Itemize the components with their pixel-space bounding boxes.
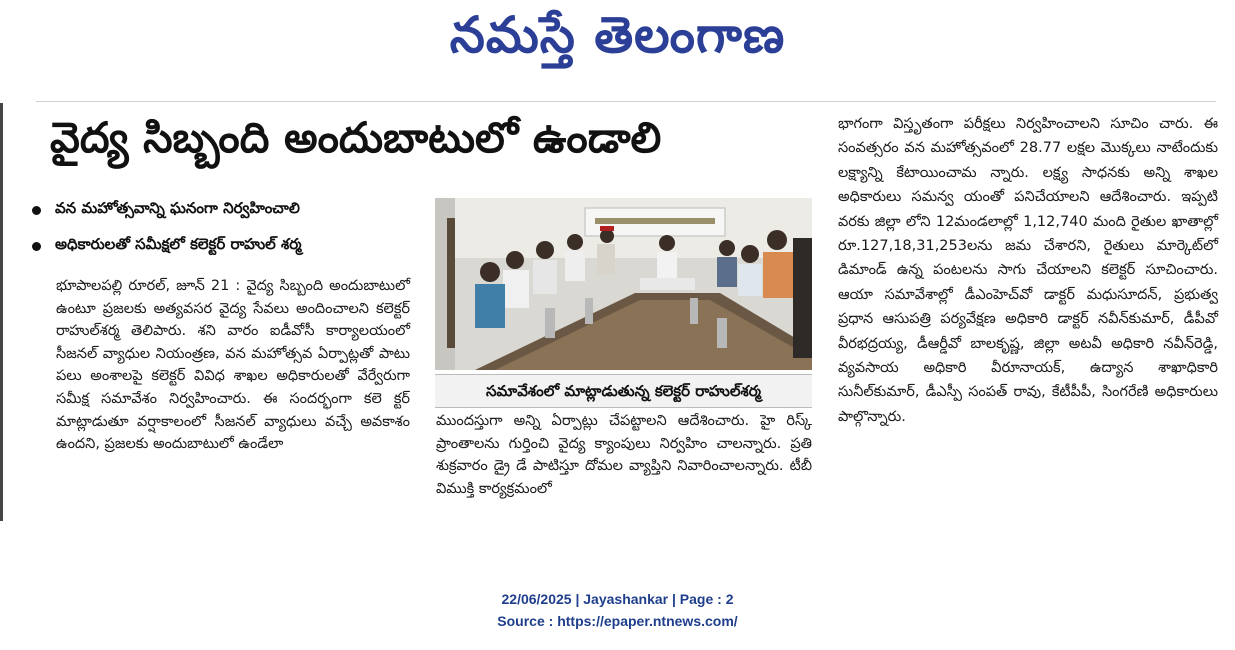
meeting-photo-image	[435, 198, 812, 370]
page-footer	[0, 588, 1235, 632]
highlight-item	[32, 228, 422, 264]
highlight-text: అధికారులతో సమీక్షలో కలెక్టర్ రాహుల్ శర్మ	[55, 235, 302, 253]
footer-date-edition: 22/06/2025 | Jayashankar | Page : 2	[501, 591, 734, 607]
footer-source-link[interactable]: Source : https://epaper.ntnews.com/	[497, 613, 738, 629]
masthead	[0, 0, 1235, 80]
highlight-text: వన మహోత్సవాన్ని ఘనంగా నిర్వహించాలి	[55, 199, 300, 217]
header-divider	[36, 101, 1216, 102]
article-column-middle: ముందస్తుగా అన్ని ఏర్పాట్లు చేపట్టాలని ఆదేశించారు. హై రిస్క్ ప్రాంతాలను గుర్తించి వైద్య క్యాంపులు నిర్వహిం చాలన్నారు. ప్రతి శుక్రవారం డ్రై డే పాటిస్తూ దోమల వ్యాప్తిని నివారించాలన్నారు. టీబీ విముక్తి కార్యక్రమంలో	[436, 413, 812, 497]
article-column-right: భాగంగా విస్తృతంగా పరీక్షలు నిర్వహించాలని సూచిం చారు. ఈ సంవత్సరం వన మహోత్సవంలో 28.77 లక్షల మొక్కలు నాటేందుకు లక్ష్యాన్ని కేటాయించామ న్నారు. లక్ష్య సాధనకు అన్ని శాఖల అధికారులు సమన్వ యంతో పనిచేయాలని ఆదేశించారు. ఇప్పటి వరకు జిల్లా లోని 12మండలాల్లో 1,12,740 మంది రైతుల ఖాతాల్లో రూ.127,18,31,253లను జమ చేశారని, రైతులు మార్కెట్‌లో డిమాండ్ ఉన్న పంటలను సాగు చేయాలని కలెక్టర్ సూచించారు. ఆయా సమావేశాల్లో డీఎంహెచ్‌వో డాక్టర్ మధుసూదన్, ప్రభుత్వ ప్రధాన ఆసుపత్రి పర్యవేక్షణ అధికారి డాక్టర్ నవీన్‌కుమార్, డీపీవో వీరభద్రయ్య, డీఆర్డీవో బాలకృష్ణ, జిల్లా అటవీ అధికారి నవీన్‌రెడ్డి, వ్యవసాయ అధికారి వీరూనాయక్, ఉద్యాన శాఖాధికారి సునీల్‌కుమార్, డీఎస్పీ సంపత్ రావు, కేటీపీపీ, సింగరేణి అధికారులు పాల్గొన్నారు.	[838, 116, 1218, 425]
newspaper-logo: నమస్తే తెలంగాణ	[449, 6, 786, 64]
article-highlights	[32, 192, 422, 264]
article-left-border	[0, 103, 3, 521]
highlight-item	[32, 192, 422, 228]
article-column-left: భూపాలపల్లి రూరల్, జూన్ 21 : వైద్య సిబ్బంది అందుబాటులో ఉంటూ ప్రజలకు అత్యవసర వైద్య సేవలు అందించాలని కలెక్టర్ రాహుల్‌శర్మ తెలిపారు. శని వారం ఐడీవోసీ కార్యాలయంలో సీజనల్ వ్యాధుల నియంత్రణ, వన మహోత్సవ ఏర్పాట్లతో పాటు పలు అంశాలపై కలెక్టర్ వివిధ శాఖల అధికారులతో వేర్వేరుగా సమీక్ష సమావేశం నిర్వహించారు. ఈ సందర్భంగా కలె క్టర్ మాట్లాడుతూ వర్షాకాలంలో సీజనల్ వ్యాధులు వచ్చే అవకాశం ఉందని, ప్రజలకు అందుబాటులో ఉండేలా	[56, 278, 410, 453]
article-headline: వైద్య సిబ్బంది అందుబాటులో ఉండాలి	[50, 113, 662, 162]
bullet-icon	[32, 206, 41, 215]
bullet-icon	[32, 242, 41, 251]
photo-caption: సమావేశంలో మాట్లాడుతున్న కలెక్టర్ రాహుల్‌శర్మ	[435, 374, 812, 408]
meeting-photo	[435, 198, 812, 370]
